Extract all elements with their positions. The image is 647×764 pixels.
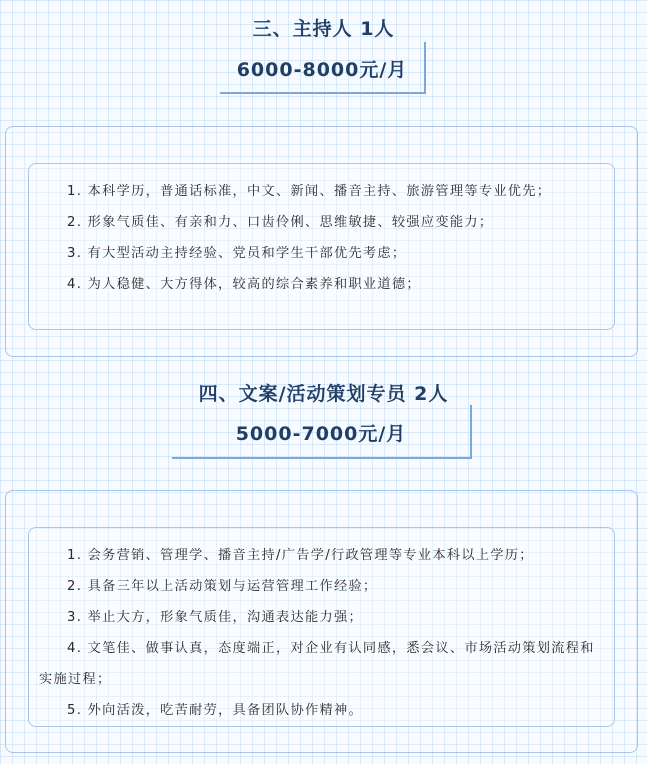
section4-requirements-card xyxy=(28,527,615,727)
section4-item-4: 4. 文笔佳、做事认真，态度端正，对企业有认同感，悉会议、市场活动策划流程和实施过程； xyxy=(39,641,595,687)
section4-salary: 5000-7000元/月 xyxy=(172,405,472,459)
section4-item-5: 5. 外向活泼，吃苦耐劳，具备团队协作精神。 xyxy=(67,703,363,718)
section3-title: 三、主持人 1人 xyxy=(252,18,395,40)
section3-item-2: 2. 形象气质佳、有亲和力、口齿伶俐、思维敏捷、较强应变能力； xyxy=(67,215,494,230)
section3-item-1: 1. 本科学历，普通话标准，中文、新闻、播音主持、旅游管理等专业优先； xyxy=(67,184,552,199)
section4-item-2: 2. 具备三年以上活动策划与运营管理工作经验； xyxy=(67,579,378,594)
section3-salary: 6000-8000元/月 xyxy=(220,42,426,94)
section3-outer-card xyxy=(5,126,638,357)
section3-requirements-card xyxy=(28,163,615,330)
section3-item-3: 3. 有大型活动主持经验、党员和学生干部优先考虑； xyxy=(67,246,407,261)
section4-item-1: 1. 会务营销、管理学、播音主持/广告学/行政管理等专业本科以上学历； xyxy=(67,548,534,563)
section3-item-4: 4. 为人稳健、大方得体，较高的综合素养和职业道德； xyxy=(67,277,421,292)
section4-outer-card xyxy=(5,490,638,753)
section4-item-3: 3. 举止大方，形象气质佳，沟通表达能力强； xyxy=(67,610,363,625)
section4-title: 四、文案/活动策划专员 2人 xyxy=(198,383,449,405)
